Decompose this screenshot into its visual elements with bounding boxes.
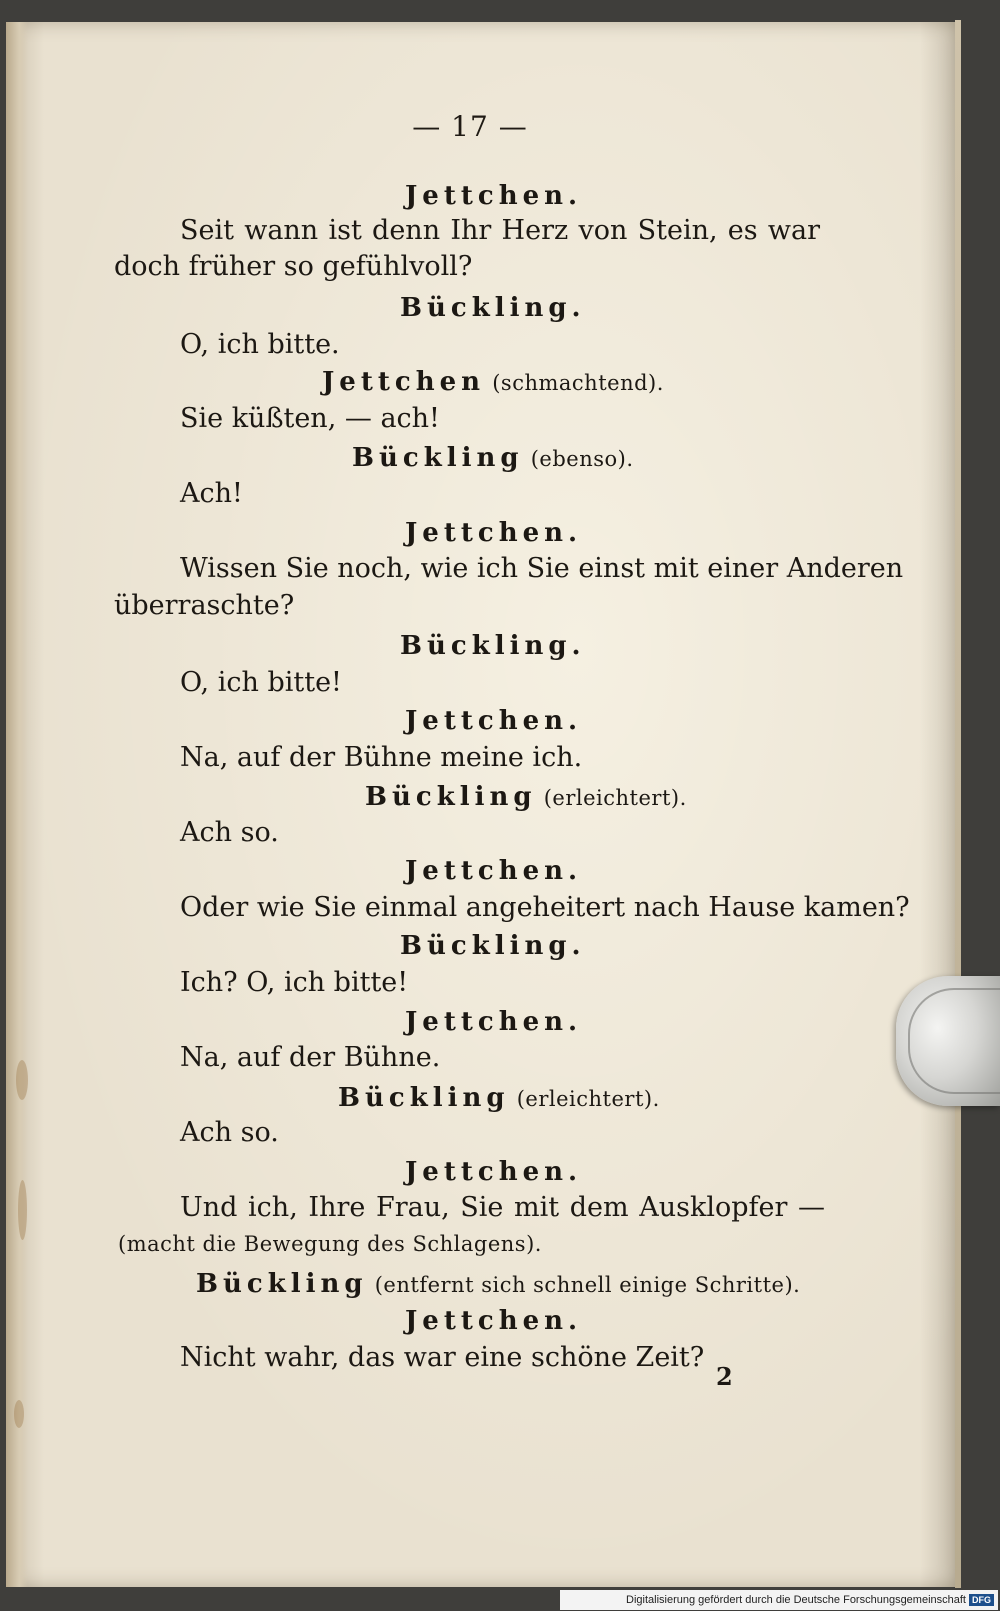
- dialogue-line: Wissen Sie noch, wie ich Sie einst mit einer Anderen: [180, 553, 904, 584]
- stage-direction: (schmachtend).: [485, 371, 664, 395]
- speaker-line: [405, 180, 582, 211]
- speaker-name: Jettchen.: [405, 1306, 583, 1336]
- digitization-credit: [560, 1590, 998, 1610]
- speaker-name: Jettchen: [322, 367, 486, 397]
- page-edge: [955, 20, 961, 1588]
- credit-text: Digitalisierung gefördert durch die Deutsche Forschungsgemeinschaft: [626, 1594, 966, 1606]
- dialogue-line: O, ich bitte!: [180, 667, 342, 698]
- signature-mark: 2: [716, 1362, 733, 1391]
- speaker-name: Bückling.: [400, 631, 586, 661]
- speaker-name: Jettchen.: [405, 1007, 583, 1037]
- speaker-line: [405, 1305, 582, 1336]
- stage-direction-line: (macht die Bewegung des Schlagens).: [118, 1232, 542, 1256]
- dialogue-line: Ach so.: [180, 817, 279, 848]
- speaker-name: Bückling.: [400, 931, 586, 961]
- dialogue-line: Und ich, Ihre Frau, Sie mit dem Ausklopfer —: [180, 1192, 825, 1223]
- paper-stain: [18, 1180, 27, 1240]
- page-number-header: — 17 —: [412, 110, 528, 143]
- speaker-name: Jettchen.: [405, 518, 583, 548]
- speaker-name: Jettchen.: [405, 856, 583, 886]
- speaker-line: [405, 1156, 582, 1187]
- speaker-name: Bückling: [352, 443, 524, 473]
- page-clip-rim: [908, 988, 1000, 1094]
- dialogue-line: Na, auf der Bühne meine ich.: [180, 742, 583, 773]
- speaker-line: [405, 855, 582, 886]
- dialogue-line: Na, auf der Bühne.: [180, 1042, 441, 1073]
- dialogue-line: Ich? O, ich bitte!: [180, 967, 409, 998]
- speaker-line: [400, 630, 586, 661]
- dialogue-line: O, ich bitte.: [180, 329, 340, 360]
- dialogue-line: Sie küßten, — ach!: [180, 403, 440, 434]
- speaker-name: Bückling: [365, 782, 537, 812]
- speaker-line: [405, 1006, 582, 1037]
- dialogue-line: Oder wie Sie einmal angeheitert nach Hause kamen?: [180, 892, 910, 923]
- speaker-line: [196, 1268, 800, 1299]
- dialogue-line: überraschte?: [114, 590, 295, 621]
- stage-direction: (ebenso).: [523, 447, 634, 471]
- speaker-name: Jettchen.: [405, 1157, 583, 1187]
- paper-stain: [14, 1400, 24, 1428]
- dialogue-line: Nicht wahr, das war eine schöne Zeit?: [180, 1342, 705, 1373]
- speaker-name: Jettchen.: [405, 181, 583, 211]
- speaker-line: [405, 705, 582, 736]
- dialogue-line: Ach so.: [180, 1117, 279, 1148]
- speaker-line: [322, 366, 664, 397]
- stage-direction: (erleichtert).: [509, 1087, 660, 1111]
- speaker-name: Jettchen.: [405, 706, 583, 736]
- speaker-line: [365, 781, 687, 812]
- dfg-logo: DFG: [969, 1594, 994, 1606]
- speaker-line: [400, 930, 586, 961]
- stage-direction: (entfernt sich schnell einige Schritte).: [367, 1273, 801, 1297]
- page-gutter: [6, 22, 28, 1587]
- dialogue-line: Seit wann ist denn Ihr Herz von Stein, es war: [180, 215, 820, 246]
- speaker-line: [405, 517, 582, 548]
- speaker-name: Bückling: [196, 1269, 368, 1299]
- stage-direction: (erleichtert).: [536, 786, 687, 810]
- dialogue-line: doch früher so gefühlvoll?: [114, 251, 473, 282]
- paper-stain: [16, 1060, 28, 1100]
- speaker-line: [352, 442, 634, 473]
- speaker-name: Bückling.: [400, 293, 586, 323]
- speaker-line: [400, 292, 586, 323]
- speaker-line: [338, 1082, 660, 1113]
- dialogue-line: Ach!: [180, 478, 243, 509]
- speaker-name: Bückling: [338, 1083, 510, 1113]
